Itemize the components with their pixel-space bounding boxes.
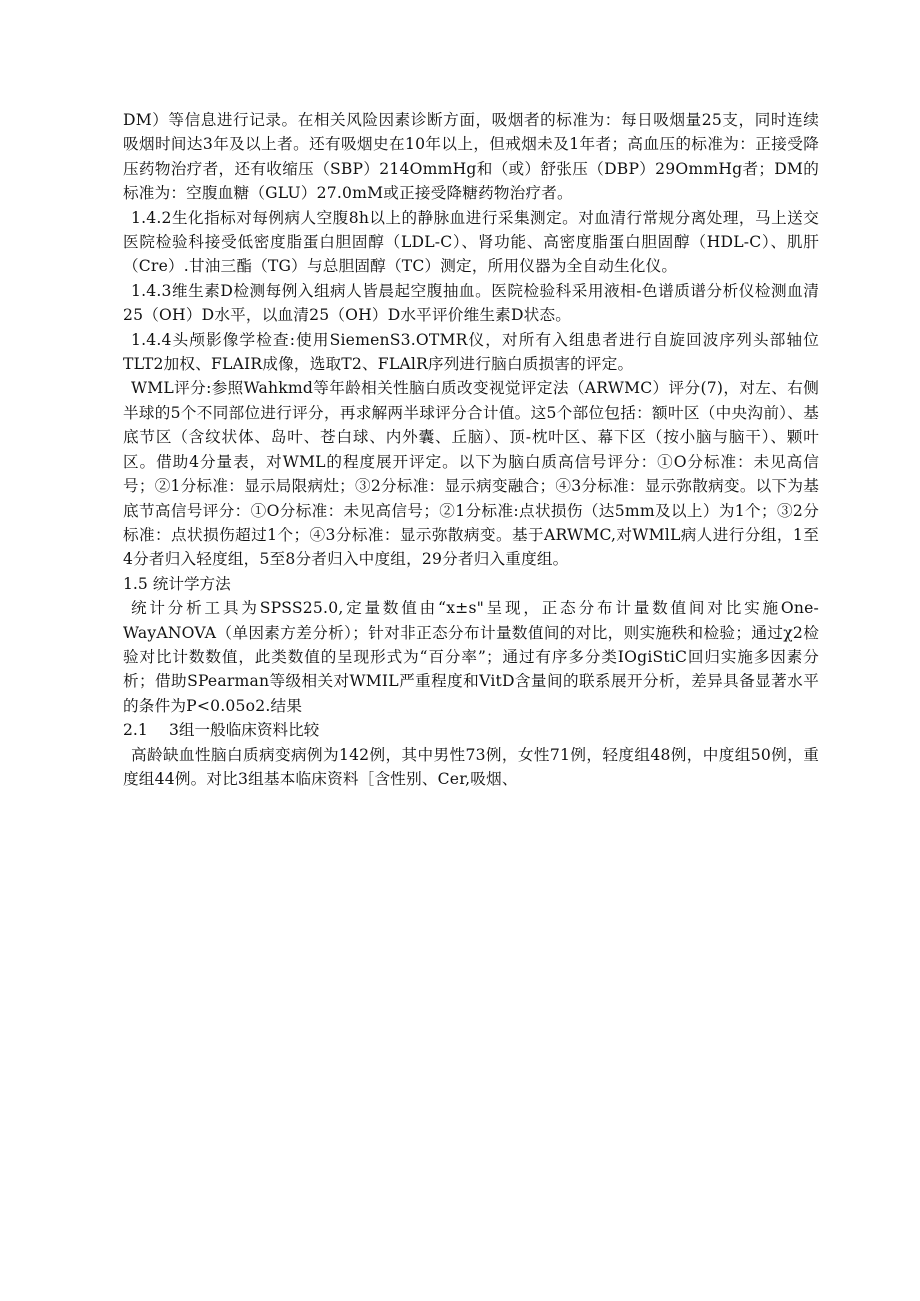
paragraph-imaging: 1.4.4头颅影像学检查:使用SiemenS3.OTMR仪，对所有入组患者进行自旋回波序列头部轴位TLT2加权、FLAIR成像，选取T2、FLAlR序列进行脑白质损害的评定。 bbox=[123, 330, 819, 374]
paragraph-vitamin-d: 1.4.3维生素D检测每例入组病人皆晨起空腹抽血。医院检验科采用液相-色谱质谱分析仪检测血清25（OH）D水平，以血清25（OH）D水平评价维生素D状态。 bbox=[123, 281, 819, 325]
document-page bbox=[123, 108, 819, 791]
section-heading-1-5: 1.5 统计学方法 bbox=[123, 574, 231, 593]
paragraph-clinical-data: 高龄缺血性脑白质病变病例为142例，其中男性73例，女性71例，轻度组48例，中度组50例，重度组44例。对比3组基本临床资料［含性别、Cer,吸烟、 bbox=[123, 745, 819, 788]
paragraph-risk-criteria: DM）等信息进行记录。在相关风险因素诊断方面，吸烟者的标准为：每日吸烟量25支，同时连续吸烟时间达3年及以上者。还有吸烟史在10年以上，但戒烟未及1年者；高血压的标准为：正接受降压药物治疗者，还有收缩压（SBP）214OmmHg和（或）舒张压（DBP）29OmmHg者；DM的标准为：空腹血糖（GLU）27.0mM或正接受降糖药物治疗者。 bbox=[123, 111, 819, 203]
section-number: 2.1 bbox=[123, 721, 148, 740]
paragraph-statistics: 统计分析工具为SPSS25.0,定量数值由“x±s"呈现，正态分布计量数值间对比实施One-WayANOVA（单因素方差分析）；针对非正态分布计量数值间的对比，则实施秩和检验；通过χ2检验对比计数数值，此类数值的呈现形式为“百分率”；通过有序多分类IOgiStiC回归实施多因素分析；借助SPearman等级相关对WMIL严重程度和VitD含量间的联系展开分析，差异具备显著水平的条件为P<0.05o2.结果 bbox=[123, 599, 819, 715]
paragraph-biochemical: 1.4.2生化指标对每例病人空腹8h以上的静脉血进行采集测定。对血清行常规分离处理，马上送交医院检验科接受低密度脂蛋白胆固醇（LDL-C）、肾功能、高密度脂蛋白胆固醇（HDL-C）、肌肝（Cre）.甘油三酯（TG）与总胆固醇（TC）测定，所用仪器为全自动生化仪。 bbox=[123, 208, 819, 276]
section-heading-2-1 bbox=[123, 718, 819, 742]
paragraph-wml-score: WML评分:参照Wahkmd等年龄相关性脑白质改变视觉评定法（ARWMC）评分(7)，对左、右侧半球的5个不同部位进行评分，再求解两半球评分合计值。这5个部位包括：额叶区（中央沟前）、基底节区（含纹状体、岛叶、苍白球、内外囊、丘脑）、顶-枕叶区、幕下区（按小脑与脑干）、颗叶区。借助4分量表，对WML的程度展开评定。以下为脑白质高信号评分：①O分标准：未见高信号；②1分标准：显示局限病灶；③2分标准：显示病变融合；④3分标准：显示弥散病变。以下为基底节高信号评分：①O分标准：未见高信号；②1分标准:点状损伤（达5mm及以上）为1个；③2分标准：点状损伤超过1个；④3分标准：显示弥散病变。基于ARWMC,对WMlL病人进行分组，1至4分者归入轻度组，5至8分者归入中度组，29分者归入重度组。 bbox=[123, 379, 819, 569]
section-title: 3组一般临床资料比较 bbox=[169, 721, 320, 740]
